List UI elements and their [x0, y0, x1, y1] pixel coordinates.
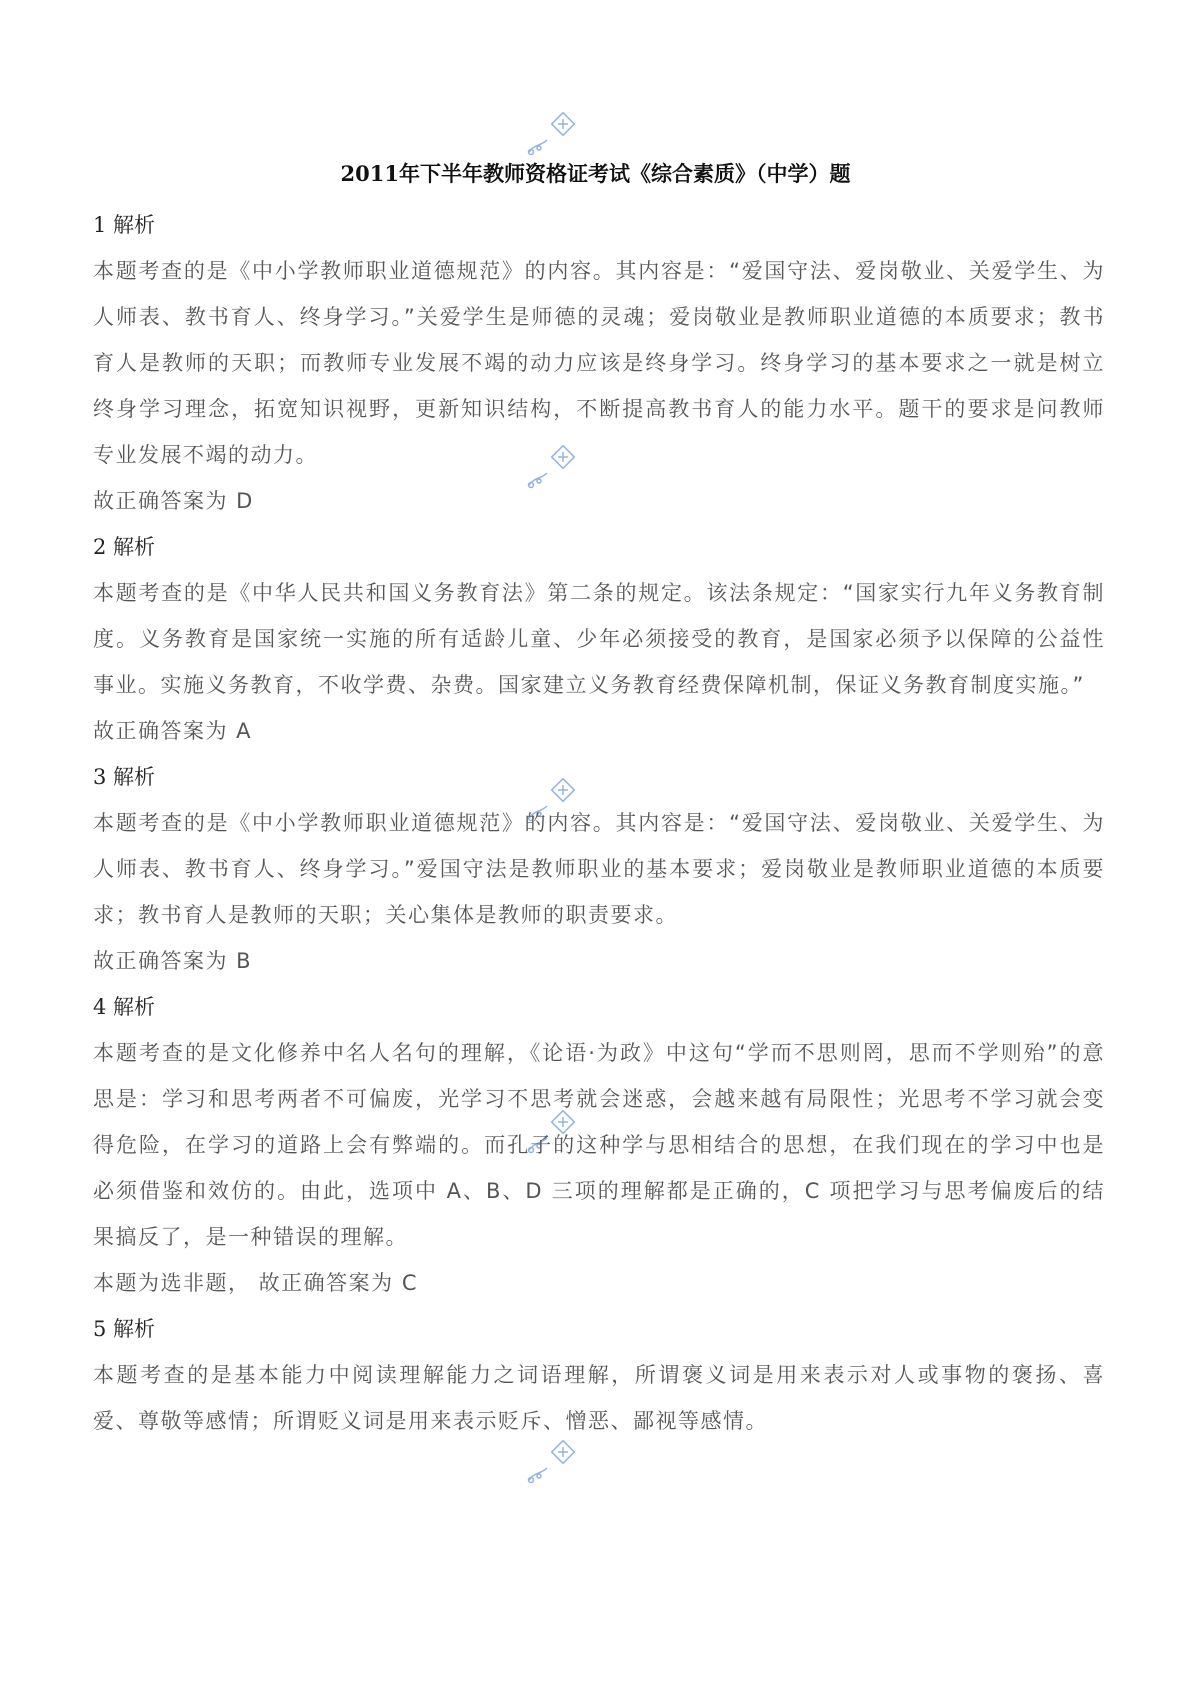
section-heading: 4 解析	[93, 995, 156, 1019]
section-text: 本题考查的是《中小学教师职业道德规范》的内容。其内容是：“爱国守法、爱岗敬业、关爱学生、为人师表、教书育人、终身学习。”关爱学生是师德的灵魂；爱岗敬业是教师职业道德的本质要求；教书育人是教师的天职；而教师专业发展不竭的动力应该是终身学习。终身学习的基本要求之一就是树立终身学习理念，拓宽知识视野，更新知识结构，不断提高教书育人的能力水平。题干的要求是问教师专业发展不竭的动力。	[93, 259, 1105, 467]
section-heading: 3 解析	[93, 765, 156, 789]
section-text: 本题考查的是《中华人民共和国义务教育法》第二条的规定。该法条规定：“国家实行九年义务教育制度。义务教育是国家统一实施的所有适龄儿童、少年必须接受的教育，是国家必须予以保障的公益性事业。实施义务教育，不收学费、杂费。国家建立义务教育经费保障机制，保证义务教育制度实施。”	[93, 581, 1105, 697]
watermark-logo-icon	[525, 1440, 585, 1488]
watermark-logo-icon	[525, 112, 585, 160]
section-heading: 1 解析	[93, 213, 156, 237]
section-answer: 故正确答案为 A	[93, 719, 253, 743]
document-body	[93, 202, 1105, 1444]
section-1	[93, 202, 1105, 524]
document-title: 2011年下半年教师资格证考试《综合素质》（中学）题	[340, 161, 851, 186]
section-answer: 本题为选非题， 故正确答案为 C	[93, 1271, 419, 1295]
section-text: 本题考查的是文化修养中名人名句的理解，《论语·为政》中这句“学而不思则罔，思而不学则殆”的意思是：学习和思考两者不可偏废，光学习不思考就会迷惑，会越来越有局限性；光思考不学习就会变得危险，在学习的道路上会有弊端的。而孔子的这种学与思相结合的思想，在我们现在的学习中也是必须借鉴和效仿的。由此，选项中 A、B、D 三项的理解都是正确的，C 项把学习与思考偏废后的结果搞反了，是一种错误的理解。	[93, 1041, 1105, 1249]
section-answer: 故正确答案为 D	[93, 489, 254, 513]
section-heading: 5 解析	[93, 1317, 156, 1341]
section-heading: 2 解析	[93, 535, 156, 559]
section-text: 本题考查的是基本能力中阅读理解能力之词语理解，所谓褒义词是用来表示对人或事物的褒扬、喜爱、尊敬等感情；所谓贬义词是用来表示贬斥、憎恶、鄙视等感情。	[93, 1363, 1105, 1433]
section-answer: 故正确答案为 B	[93, 949, 253, 973]
section-text: 本题考查的是《中小学教师职业道德规范》的内容。其内容是：“爱国守法、爱岗敬业、关爱学生、为人师表、教书育人、终身学习。”爱国守法是教师职业的基本要求；爱岗敬业是教师职业道德的本质要求；教书育人是教师的天职；关心集体是教师的职责要求。	[93, 811, 1105, 927]
section-3	[93, 754, 1105, 984]
section-2	[93, 524, 1105, 754]
section-5	[93, 1306, 1105, 1444]
section-4	[93, 984, 1105, 1306]
